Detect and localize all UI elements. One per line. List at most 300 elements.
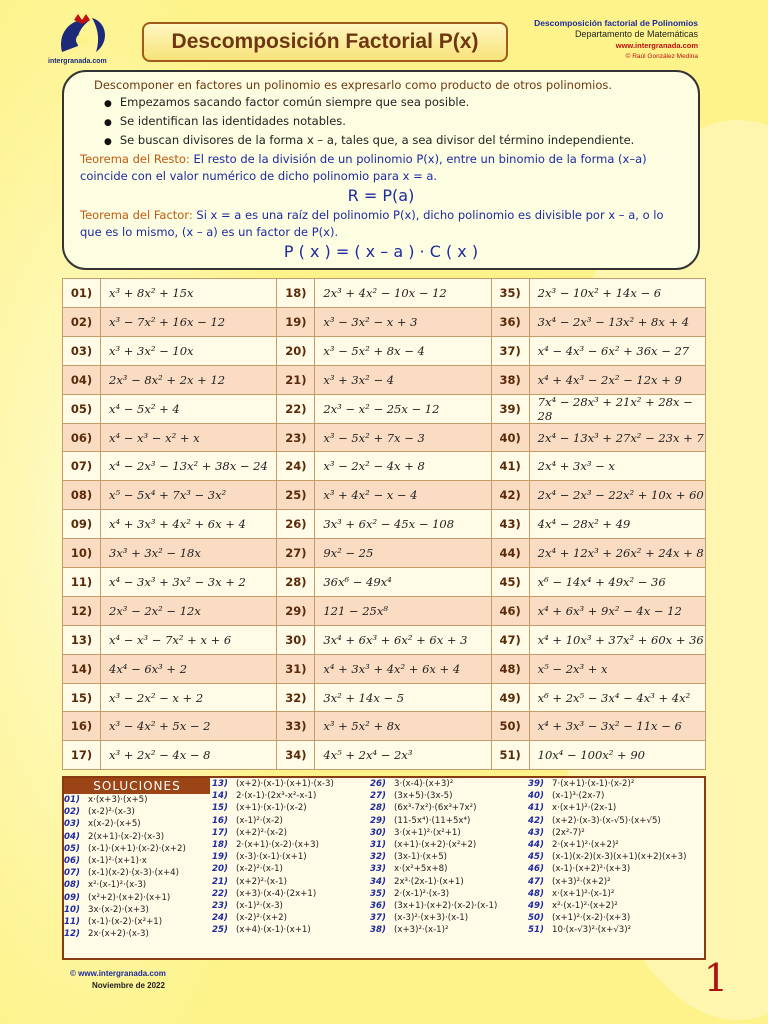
bullet-item: ● Se identifican las identidades notables. xyxy=(120,113,682,132)
solutions-column xyxy=(64,794,186,940)
exercise-number: 41) xyxy=(491,452,529,481)
solution-number: 43) xyxy=(528,827,544,838)
solution-number: 07) xyxy=(64,868,80,879)
exercise-polynomial: x³ + 3x² − 4 xyxy=(315,365,491,394)
solution-item xyxy=(212,778,334,790)
solution-item xyxy=(528,827,686,839)
exercise-number: 05) xyxy=(63,394,101,423)
solution-number: 39) xyxy=(528,779,544,789)
exercise-polynomial: 3x³ + 3x² − 18x xyxy=(101,539,277,568)
solution-number: 42) xyxy=(528,815,544,826)
solution-number: 40) xyxy=(528,791,544,802)
solution-item xyxy=(528,876,686,888)
exercise-number: 24) xyxy=(277,452,315,481)
exercise-polynomial: x³ − 4x² + 5x − 2 xyxy=(101,712,277,741)
table-row xyxy=(63,568,706,597)
exercise-number: 08) xyxy=(63,481,101,510)
solution-value: 10·(x-√3)²·(x+√3)² xyxy=(552,925,632,936)
solution-value: (x+2)·(x-3)·(x-√5)·(x+√5) xyxy=(552,815,661,826)
solution-item xyxy=(64,928,186,940)
solution-value: (x-1)·(x+2)²·(x+3) xyxy=(552,864,631,875)
exercise-number: 48) xyxy=(491,654,529,683)
table-row xyxy=(63,539,706,568)
solution-item xyxy=(64,904,186,916)
exercise-number: 36) xyxy=(491,307,529,336)
factor-theorem-text: Si x = a es una raíz del polinomio P(x), dicho polinomio es divisible por x – a, o lo que es lo mismo, (x – a) es un factor de P(x). xyxy=(80,208,664,239)
solution-value: 3·(x-4)·(x+3)² xyxy=(394,779,454,789)
solutions-panel xyxy=(62,776,706,960)
solution-value: 2·(x-1)²·(x-3) xyxy=(394,888,450,899)
table-row xyxy=(63,712,706,741)
exercise-number: 31) xyxy=(277,654,315,683)
exercise-polynomial: 3x² + 14x − 5 xyxy=(315,683,491,712)
solution-number: 22) xyxy=(212,888,228,899)
solution-item xyxy=(370,790,497,802)
solution-number: 41) xyxy=(528,803,544,814)
solution-item xyxy=(64,831,186,843)
exercise-polynomial: 4x⁴ − 6x³ + 2 xyxy=(101,654,277,683)
exercise-polynomial: x⁴ + 10x³ + 37x² + 60x + 36 xyxy=(529,625,705,654)
exercise-number: 25) xyxy=(277,481,315,510)
solution-value: (6x³-7x²)·(6x³+7x²) xyxy=(394,803,477,814)
exercise-number: 03) xyxy=(63,336,101,365)
intergranada-logo-icon xyxy=(52,12,112,58)
exercise-number: 01) xyxy=(63,279,101,308)
solution-item xyxy=(212,839,334,851)
exercise-polynomial: 9x² − 25 xyxy=(315,539,491,568)
solution-number: 33) xyxy=(370,864,386,875)
solution-item xyxy=(528,839,686,851)
exercise-number: 13) xyxy=(63,625,101,654)
solution-item xyxy=(64,843,186,855)
exercise-number: 30) xyxy=(277,625,315,654)
exercise-number: 02) xyxy=(63,307,101,336)
solution-item xyxy=(212,900,334,912)
exercise-number: 10) xyxy=(63,539,101,568)
solution-item xyxy=(528,802,686,814)
solution-number: 29) xyxy=(370,815,386,826)
solution-number: 10) xyxy=(64,904,80,915)
solution-item xyxy=(64,892,186,904)
exercise-polynomial: x³ + 8x² + 15x xyxy=(101,279,277,308)
exercises-table xyxy=(62,278,706,770)
exercise-polynomial: x³ + 2x² − 4x − 8 xyxy=(101,741,277,770)
exercise-polynomial: x⁴ + 3x³ − 3x² − 11x − 6 xyxy=(529,712,705,741)
exercise-polynomial: 4x⁵ + 2x⁴ − 2x³ xyxy=(315,741,491,770)
solution-value: x·(x+1)²·(2x-1) xyxy=(552,803,617,814)
solution-number: 38) xyxy=(370,925,386,936)
solution-value: (3x+1)·(x+2)·(x-2)·(x-1) xyxy=(394,900,498,911)
solution-item xyxy=(370,924,497,936)
table-row xyxy=(63,279,706,308)
exercise-polynomial: x⁴ − 5x² + 4 xyxy=(101,394,277,423)
solution-number: 25) xyxy=(212,925,228,936)
exercise-polynomial: x⁴ + 3x³ + 4x² + 6x + 4 xyxy=(101,510,277,539)
solution-number: 36) xyxy=(370,900,386,911)
exercise-polynomial: 2x³ − 8x² + 2x + 12 xyxy=(101,365,277,394)
table-row xyxy=(63,452,706,481)
exercise-polynomial: 2x⁴ + 3x³ − x xyxy=(529,452,705,481)
exercise-polynomial: 3x⁴ + 6x³ + 6x² + 6x + 3 xyxy=(315,625,491,654)
solution-value: (x-2)²·(x-1) xyxy=(236,864,283,875)
solution-number: 47) xyxy=(528,876,544,887)
table-row xyxy=(63,394,706,423)
solution-number: 49) xyxy=(528,900,544,911)
solution-value: (x-2)²·(x+2) xyxy=(236,913,287,924)
exercise-polynomial: x³ − 2x² − x + 2 xyxy=(101,683,277,712)
solution-number: 01) xyxy=(64,795,80,805)
solution-value: (x-1)²·(x-2) xyxy=(236,815,283,826)
exercise-number: 33) xyxy=(277,712,315,741)
solution-item xyxy=(64,867,186,879)
exercise-polynomial: x⁴ + 4x³ − 2x² − 12x + 9 xyxy=(529,365,705,394)
solution-value: (x+1)·(x+2)·(x²+2) xyxy=(394,839,477,850)
page-number: 1 xyxy=(703,956,728,1000)
exercise-number: 40) xyxy=(491,423,529,452)
solution-number: 37) xyxy=(370,913,386,924)
solution-value: (x+4)·(x-1)·(x+1) xyxy=(236,925,311,936)
solution-number: 05) xyxy=(64,843,80,854)
solution-value: (x+3)·(x-4)·(2x+1) xyxy=(236,888,317,899)
solution-item xyxy=(64,879,186,891)
solution-number: 14) xyxy=(212,791,228,802)
exercise-number: 37) xyxy=(491,336,529,365)
table-row xyxy=(63,423,706,452)
solution-value: x(x-2)·(x+5) xyxy=(88,819,141,830)
solution-number: 24) xyxy=(212,913,228,924)
footer xyxy=(70,968,166,992)
exercise-polynomial: x³ + 4x² − x − 4 xyxy=(315,481,491,510)
exercise-number: 44) xyxy=(491,539,529,568)
exercise-polynomial: 2x³ − x² − 25x − 12 xyxy=(315,394,491,423)
solution-number: 27) xyxy=(370,791,386,802)
exercise-number: 12) xyxy=(63,596,101,625)
exercise-number: 32) xyxy=(277,683,315,712)
solution-number: 12) xyxy=(64,929,80,940)
solution-number: 16) xyxy=(212,815,228,826)
solution-value: 2·(x+1)²·(x+2)² xyxy=(552,839,619,850)
exercise-number: 17) xyxy=(63,741,101,770)
remainder-theorem xyxy=(80,151,682,185)
solution-item xyxy=(370,815,497,827)
solution-value: (x²+2)·(x+2)·(x+1) xyxy=(88,892,171,903)
solution-value: 2·(x-1)·(2x³-x²-x-1) xyxy=(236,791,317,802)
exercise-polynomial: x⁴ − x³ − 7x² + x + 6 xyxy=(101,625,277,654)
solution-item xyxy=(212,827,334,839)
exercise-polynomial: 4x⁴ − 28x² + 49 xyxy=(529,510,705,539)
solution-item xyxy=(212,851,334,863)
solution-value: x·(x+1)²·(x-1)² xyxy=(552,888,615,899)
solution-value: (x-1)²·(x+1)·x xyxy=(88,855,147,866)
exercise-number: 51) xyxy=(491,741,529,770)
table-row xyxy=(63,596,706,625)
exercise-polynomial: x⁴ − x³ − x² + x xyxy=(101,423,277,452)
solution-item xyxy=(64,806,186,818)
exercise-number: 18) xyxy=(277,279,315,308)
table-row xyxy=(63,510,706,539)
footer-site: © www.intergranada.com xyxy=(70,969,166,978)
intro-bullets xyxy=(80,94,682,151)
exercise-number: 39) xyxy=(491,394,529,423)
solution-item xyxy=(528,900,686,912)
solution-item xyxy=(370,863,497,875)
solution-number: 04) xyxy=(64,831,80,842)
solution-item xyxy=(528,924,686,936)
solution-value: (x+2)²·(x-1) xyxy=(236,876,287,887)
exercise-number: 15) xyxy=(63,683,101,712)
table-row xyxy=(63,365,706,394)
solution-item xyxy=(370,839,497,851)
exercise-number: 23) xyxy=(277,423,315,452)
exercise-polynomial: 10x⁴ − 100x² + 90 xyxy=(529,741,705,770)
table-row xyxy=(63,683,706,712)
exercise-polynomial: x⁵ − 5x⁴ + 7x³ − 3x² xyxy=(101,481,277,510)
solution-value: (x+3)²·(x-1)² xyxy=(394,925,449,936)
solution-number: 18) xyxy=(212,839,228,850)
header-author: © Raúl González Medina xyxy=(625,53,698,60)
exercise-polynomial: 2x³ + 4x² − 10x − 12 xyxy=(315,279,491,308)
exercise-number: 04) xyxy=(63,365,101,394)
remainder-theorem-text: El resto de la división de un polinomio P(x), entre un binomio de la forma (x–a) coincide con el valor numérico de dicho polinomio para x = a. xyxy=(80,152,647,183)
exercise-polynomial: x⁴ − 4x³ − 6x² + 36x − 27 xyxy=(529,336,705,365)
exercise-polynomial: 36x⁶ − 49x⁴ xyxy=(315,568,491,597)
exercise-number: 35) xyxy=(491,279,529,308)
exercise-number: 14) xyxy=(63,654,101,683)
solution-item xyxy=(370,912,497,924)
header-department: Departamento de Matemáticas xyxy=(574,29,698,39)
solution-value: (x-1)²·(x-3) xyxy=(236,900,283,911)
solution-number: 26) xyxy=(370,779,386,789)
exercise-number: 47) xyxy=(491,625,529,654)
exercise-polynomial: 2x⁴ − 2x³ − 22x² + 10x + 60 xyxy=(529,481,705,510)
page-title: Descomposición Factorial P(x) xyxy=(142,22,508,62)
bullet-item: ● Se buscan divisores de la forma x – a, tales que, a sea divisor del término independiente. xyxy=(120,132,682,151)
solutions-column xyxy=(528,778,686,936)
exercise-polynomial: 3x³ + 6x² − 45x − 108 xyxy=(315,510,491,539)
footer-date: Noviembre de 2022 xyxy=(92,981,165,990)
exercise-number: 34) xyxy=(277,741,315,770)
solution-number: 51) xyxy=(528,925,544,936)
solution-value: x²·(x-1)²·(x-3) xyxy=(88,880,147,891)
exercise-polynomial: 3x⁴ − 2x³ − 13x² + 8x + 4 xyxy=(529,307,705,336)
remainder-formula: R = P(a) xyxy=(347,186,415,205)
solution-value: (2x²-7)² xyxy=(552,827,585,838)
intro-box xyxy=(62,70,700,270)
solution-item xyxy=(212,912,334,924)
exercise-polynomial: 2x⁴ − 13x³ + 27x² − 23x + 7 xyxy=(529,423,705,452)
exercise-number: 19) xyxy=(277,307,315,336)
exercise-polynomial: x³ + 5x² + 8x xyxy=(315,712,491,741)
solution-value: x·(x+3)·(x+5) xyxy=(88,795,148,805)
solution-item xyxy=(212,863,334,875)
solution-item xyxy=(528,888,686,900)
exercise-number: 16) xyxy=(63,712,101,741)
solutions-column xyxy=(370,778,497,936)
exercise-polynomial: x⁶ − 14x⁴ + 49x² − 36 xyxy=(529,568,705,597)
header-website: www.intergranada.com xyxy=(615,41,698,50)
exercise-polynomial: x⁴ + 6x³ + 9x² − 4x − 12 xyxy=(529,596,705,625)
solution-value: (x+2)²·(x-2) xyxy=(236,827,287,838)
exercise-number: 38) xyxy=(491,365,529,394)
solution-value: (x-1)·(x-2)·(x²+1) xyxy=(88,916,163,927)
solution-item xyxy=(64,916,186,928)
table-row xyxy=(63,307,706,336)
solution-value: (3x+5)·(3x-5) xyxy=(394,791,453,802)
solution-item xyxy=(64,794,186,806)
header-info xyxy=(534,18,698,62)
solution-number: 17) xyxy=(212,827,228,838)
solution-value: (x-1)³·(2x-7) xyxy=(552,791,605,802)
solution-number: 28) xyxy=(370,803,386,814)
exercise-number: 42) xyxy=(491,481,529,510)
bullet-item: ● Empezamos sacando factor común siempre que sea posible. xyxy=(120,94,682,113)
exercise-polynomial: 121 − 25x⁸ xyxy=(315,596,491,625)
exercise-number: 21) xyxy=(277,365,315,394)
solution-value: 3·(x+1)²·(x²+1) xyxy=(394,827,461,838)
exercise-polynomial: x³ − 7x² + 16x − 12 xyxy=(101,307,277,336)
exercise-number: 09) xyxy=(63,510,101,539)
solution-number: 02) xyxy=(64,807,80,818)
solution-number: 32) xyxy=(370,852,386,863)
solution-item xyxy=(212,790,334,802)
exercise-number: 26) xyxy=(277,510,315,539)
solution-item xyxy=(370,888,497,900)
solution-number: 45) xyxy=(528,852,544,863)
solution-item xyxy=(370,900,497,912)
exercise-polynomial: x³ − 5x² + 8x − 4 xyxy=(315,336,491,365)
exercise-polynomial: x⁵ − 2x³ + x xyxy=(529,654,705,683)
solution-item xyxy=(64,818,186,830)
solution-number: 44) xyxy=(528,839,544,850)
solution-item xyxy=(370,851,497,863)
solution-value: (x-1)·(x+1)·(x-2)·(x+2) xyxy=(88,843,186,854)
solution-value: (x+1)·(x-1)·(x-2) xyxy=(236,803,307,814)
table-row xyxy=(63,481,706,510)
solution-item xyxy=(528,863,686,875)
solution-number: 09) xyxy=(64,892,80,903)
exercise-polynomial: x³ + 3x² − 10x xyxy=(101,336,277,365)
solution-number: 13) xyxy=(212,779,228,789)
solution-item xyxy=(64,855,186,867)
solution-number: 50) xyxy=(528,913,544,924)
solution-number: 23) xyxy=(212,900,228,911)
exercise-polynomial: x³ − 3x² − x + 3 xyxy=(315,307,491,336)
solutions-title: SOLUCIONES xyxy=(64,778,210,794)
logo-text: intergranada.com xyxy=(48,58,107,65)
solution-value: 2x³·(2x-1)·(x+1) xyxy=(394,876,464,887)
solution-value: (x-1)(x-2)·(x-3)·(x+4) xyxy=(88,868,180,879)
solution-item xyxy=(212,815,334,827)
solution-number: 08) xyxy=(64,880,80,891)
solution-number: 06) xyxy=(64,855,80,866)
exercise-polynomial: 7x⁴ − 28x³ + 21x² + 28x − 28 xyxy=(529,394,705,423)
solution-value: x·(x²+5x+8) xyxy=(394,864,448,875)
solution-number: 46) xyxy=(528,864,544,875)
intro-lead: Descomponer en factores un polinomio es expresarlo como producto de otros polinomios. xyxy=(94,78,613,92)
solution-value: (x+3)²·(x+2)² xyxy=(552,876,611,887)
solution-number: 30) xyxy=(370,827,386,838)
solutions-column xyxy=(212,778,334,936)
remainder-theorem-label: Teorema del Resto: xyxy=(80,152,190,166)
exercise-number: 29) xyxy=(277,596,315,625)
exercise-number: 28) xyxy=(277,568,315,597)
solution-item xyxy=(528,815,686,827)
exercise-polynomial: 2x³ − 2x² − 12x xyxy=(101,596,277,625)
solution-value: (x-3)·(x-1)·(x+1) xyxy=(236,852,307,863)
solution-number: 19) xyxy=(212,852,228,863)
solution-number: 15) xyxy=(212,803,228,814)
solution-value: 2x·(x+2)·(x-3) xyxy=(88,929,149,940)
solution-item xyxy=(370,802,497,814)
solution-item xyxy=(528,851,686,863)
solution-item xyxy=(370,778,497,790)
factor-formula: P ( x ) = ( x – a ) · C ( x ) xyxy=(283,242,479,261)
solution-value: 2·(x+1)·(x-2)·(x+3) xyxy=(236,839,319,850)
solution-value: x²·(x-1)²·(x+2)² xyxy=(552,900,618,911)
solution-value: (11-5x⁴)·(11+5x⁴) xyxy=(394,815,471,826)
exercise-polynomial: x⁴ − 3x³ + 3x² − 3x + 2 xyxy=(101,568,277,597)
solution-number: 35) xyxy=(370,888,386,899)
factor-theorem-label: Teorema del Factor: xyxy=(80,208,193,222)
solution-item xyxy=(528,912,686,924)
exercise-number: 50) xyxy=(491,712,529,741)
solution-number: 11) xyxy=(64,916,80,927)
solution-value: 3x·(x-2)·(x+3) xyxy=(88,904,149,915)
solution-item xyxy=(212,802,334,814)
solution-value: 2(x+1)·(x-2)·(x-3) xyxy=(88,831,165,842)
solution-number: 34) xyxy=(370,876,386,887)
solution-number: 20) xyxy=(212,864,228,875)
solution-number: 48) xyxy=(528,888,544,899)
exercise-number: 11) xyxy=(63,568,101,597)
exercise-number: 43) xyxy=(491,510,529,539)
exercise-polynomial: x³ − 2x² − 4x + 8 xyxy=(315,452,491,481)
solution-value: 7·(x+1)·(x-1)·(x-2)² xyxy=(552,779,635,789)
exercise-polynomial: x⁴ − 2x³ − 13x² + 38x − 24 xyxy=(101,452,277,481)
table-row xyxy=(63,654,706,683)
exercise-polynomial: x³ − 5x² + 7x − 3 xyxy=(315,423,491,452)
solution-value: (x-2)²·(x-3) xyxy=(88,807,135,818)
table-row xyxy=(63,336,706,365)
exercise-number: 46) xyxy=(491,596,529,625)
exercise-number: 49) xyxy=(491,683,529,712)
factor-theorem xyxy=(80,207,682,241)
table-row xyxy=(63,625,706,654)
solution-item xyxy=(528,790,686,802)
header-topic: Descomposición factorial de Polinomios xyxy=(534,18,698,28)
solution-item xyxy=(212,888,334,900)
exercise-number: 27) xyxy=(277,539,315,568)
exercise-polynomial: x⁶ + 2x⁵ − 3x⁴ − 4x³ + 4x² xyxy=(529,683,705,712)
solution-value: (x-3)²·(x+3)·(x-1) xyxy=(394,913,469,924)
solution-item xyxy=(370,827,497,839)
solution-number: 31) xyxy=(370,839,386,850)
solution-item xyxy=(212,924,334,936)
exercise-number: 45) xyxy=(491,568,529,597)
solution-value: (x+1)²·(x-2)·(x+3) xyxy=(552,913,631,924)
exercise-number: 06) xyxy=(63,423,101,452)
solution-item xyxy=(212,876,334,888)
solution-number: 21) xyxy=(212,876,228,887)
table-row xyxy=(63,741,706,770)
exercise-polynomial: 2x³ − 10x² + 14x − 6 xyxy=(529,279,705,308)
solution-value: (x+2)·(x-1)·(x+1)·(x-3) xyxy=(236,779,334,789)
exercise-number: 07) xyxy=(63,452,101,481)
solution-item xyxy=(370,876,497,888)
solution-number: 03) xyxy=(64,819,80,830)
exercise-number: 20) xyxy=(277,336,315,365)
exercise-number: 22) xyxy=(277,394,315,423)
